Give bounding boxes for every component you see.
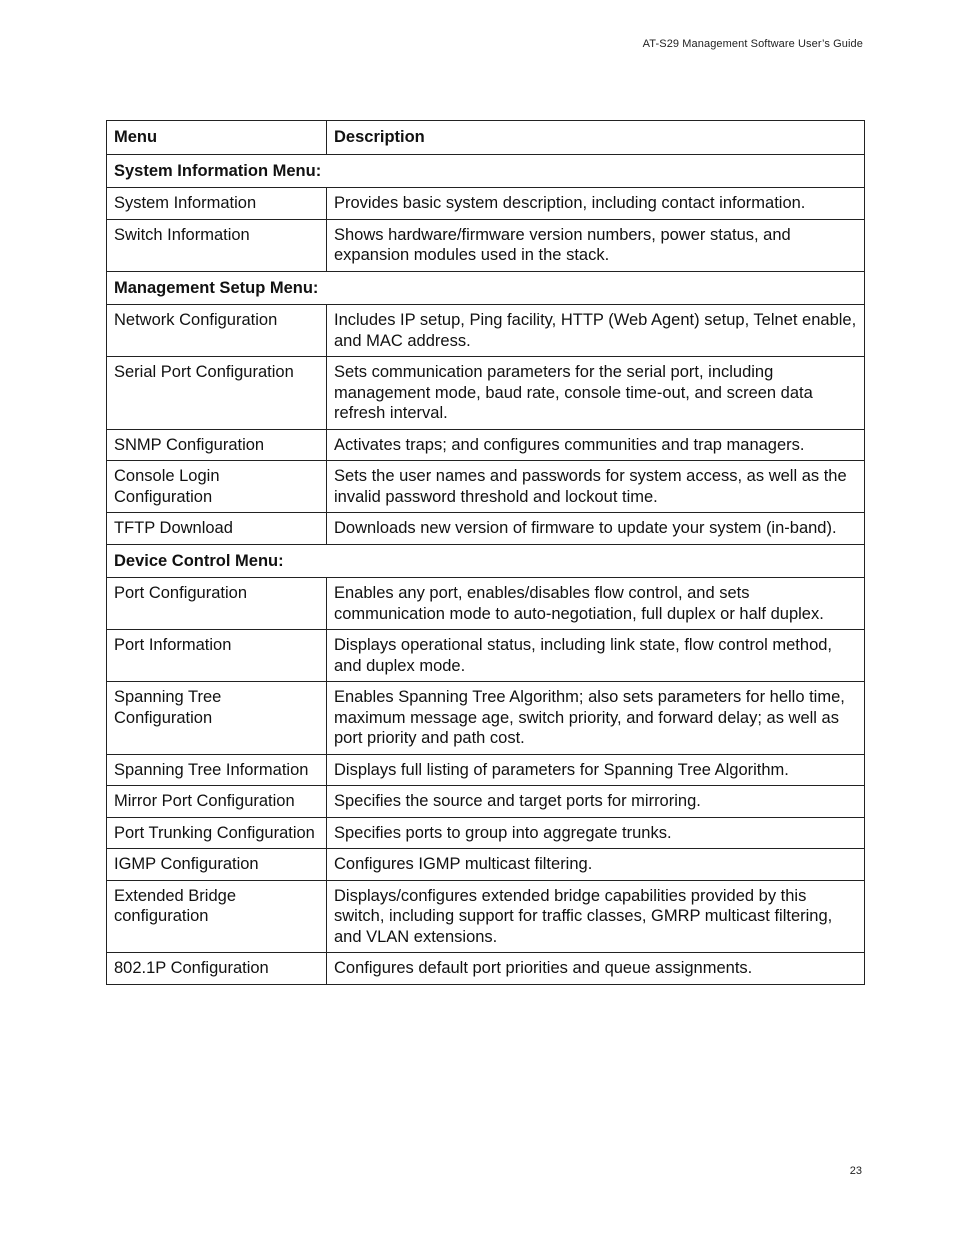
- menu-cell: Console Login Configuration: [107, 461, 327, 513]
- section-row: [107, 271, 865, 305]
- section-row: [107, 544, 865, 578]
- table-row: [107, 953, 865, 985]
- table-row: [107, 305, 865, 357]
- table-row: [107, 219, 865, 271]
- menu-cell: SNMP Configuration: [107, 429, 327, 461]
- menu-cell: Mirror Port Configuration: [107, 786, 327, 818]
- description-cell: Specifies ports to group into aggregate trunks.: [327, 817, 865, 849]
- table-row: [107, 880, 865, 953]
- table-header-row: [107, 121, 865, 155]
- table-body: [107, 154, 865, 984]
- running-header: AT-S29 Management Software User’s Guide: [642, 38, 863, 50]
- description-cell: Activates traps; and configures communities and trap managers.: [327, 429, 865, 461]
- menu-cell: 802.1P Configuration: [107, 953, 327, 985]
- description-cell: Specifies the source and target ports for mirroring.: [327, 786, 865, 818]
- menu-cell: Network Configuration: [107, 305, 327, 357]
- table-row: [107, 357, 865, 430]
- menu-cell: TFTP Download: [107, 513, 327, 545]
- table-row: [107, 461, 865, 513]
- description-cell: Displays operational status, including link state, flow control method, and duplex mode.: [327, 630, 865, 682]
- table-row: [107, 817, 865, 849]
- description-cell: Enables Spanning Tree Algorithm; also sets parameters for hello time, maximum message age, switch priority, and forward delay; as well as port priority and path cost.: [327, 682, 865, 755]
- table-row: [107, 630, 865, 682]
- description-cell: Shows hardware/firmware version numbers, power status, and expansion modules used in the stack.: [327, 219, 865, 271]
- description-cell: Enables any port, enables/disables flow control, and sets communication mode to auto-negotiation, full duplex or half duplex.: [327, 578, 865, 630]
- menu-cell: Spanning Tree Information: [107, 754, 327, 786]
- section-title: Management Setup Menu:: [107, 271, 865, 305]
- menu-cell: Port Information: [107, 630, 327, 682]
- column-header-menu: Menu: [107, 121, 327, 155]
- section-row: [107, 154, 865, 188]
- menu-cell: Serial Port Configuration: [107, 357, 327, 430]
- menu-cell: IGMP Configuration: [107, 849, 327, 881]
- description-cell: Configures default port priorities and queue assignments.: [327, 953, 865, 985]
- section-title: System Information Menu:: [107, 154, 865, 188]
- menu-cell: Extended Bridge configuration: [107, 880, 327, 953]
- description-cell: Displays/configures extended bridge capabilities provided by this switch, including support for traffic classes, GMRP multicast filtering, and VLAN extensions.: [327, 880, 865, 953]
- description-cell: Displays full listing of parameters for Spanning Tree Algorithm.: [327, 754, 865, 786]
- description-cell: Sets the user names and passwords for system access, as well as the invalid password threshold and lockout time.: [327, 461, 865, 513]
- table-row: [107, 786, 865, 818]
- table-row: [107, 188, 865, 220]
- menu-cell: System Information: [107, 188, 327, 220]
- description-cell: Downloads new version of firmware to update your system (in-band).: [327, 513, 865, 545]
- page-number: 23: [849, 1165, 862, 1177]
- description-cell: Configures IGMP multicast filtering.: [327, 849, 865, 881]
- description-cell: Sets communication parameters for the serial port, including management mode, baud rate, console time-out, and screen data refresh interval.: [327, 357, 865, 430]
- table-row: [107, 578, 865, 630]
- description-cell: Provides basic system description, including contact information.: [327, 188, 865, 220]
- description-cell: Includes IP setup, Ping facility, HTTP (Web Agent) setup, Telnet enable, and MAC address.: [327, 305, 865, 357]
- menu-description-table: [106, 120, 865, 985]
- column-header-description: Description: [327, 121, 865, 155]
- section-title: Device Control Menu:: [107, 544, 865, 578]
- menu-cell: Port Trunking Configuration: [107, 817, 327, 849]
- menu-cell: Switch Information: [107, 219, 327, 271]
- table-row: [107, 754, 865, 786]
- table-row: [107, 682, 865, 755]
- table-row: [107, 513, 865, 545]
- menu-cell: Port Configuration: [107, 578, 327, 630]
- menu-cell: Spanning Tree Configuration: [107, 682, 327, 755]
- table-row: [107, 849, 865, 881]
- table-row: [107, 429, 865, 461]
